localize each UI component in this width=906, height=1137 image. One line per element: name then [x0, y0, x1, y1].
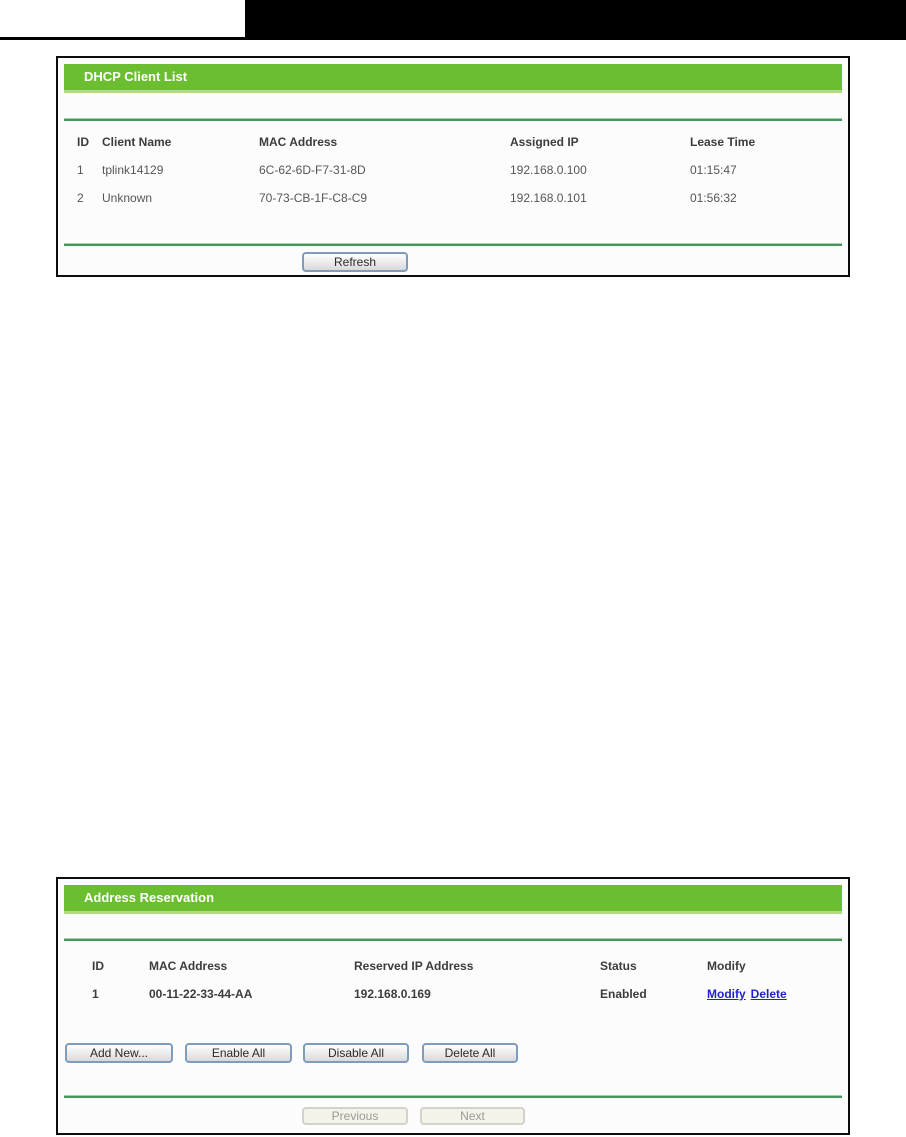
delete-link[interactable]: Delete: [750, 987, 787, 1001]
reservation-table-header: [58, 952, 848, 980]
cell-ip: 192.168.0.169: [354, 987, 431, 1001]
delete-all-button[interactable]: Delete All: [422, 1043, 518, 1063]
header-banner-redacted: [245, 0, 906, 38]
col-client-name: Client Name: [102, 135, 172, 149]
dhcp-client-list-panel: [56, 56, 850, 277]
dhcp-table-header: [58, 128, 848, 156]
table-row: [58, 156, 848, 184]
cell-lease: 01:15:47: [690, 163, 737, 177]
cell-client-name: tplink14129: [102, 163, 164, 177]
cell-id: 1: [92, 987, 99, 1001]
next-button[interactable]: Next: [420, 1107, 525, 1125]
reservation-panel-title: Address Reservation: [64, 885, 842, 914]
cell-mac: 70-73-CB-1F-C8-C9: [259, 191, 368, 205]
table-row: [58, 980, 848, 1008]
table-row: [58, 184, 848, 212]
col-mac-address: MAC Address: [259, 135, 338, 149]
previous-button[interactable]: Previous: [302, 1107, 408, 1125]
col-assigned-ip: Assigned IP: [510, 135, 579, 149]
col-status: Status: [600, 959, 637, 973]
dhcp-panel-title: DHCP Client List: [64, 64, 842, 93]
separator-line: [64, 1095, 842, 1098]
col-modify: Modify: [707, 959, 746, 973]
disable-all-button[interactable]: Disable All: [303, 1043, 409, 1063]
cell-client-name: Unknown: [102, 191, 153, 205]
separator-line: [64, 118, 842, 121]
cell-id: 1: [77, 163, 84, 177]
separator-line: [64, 243, 842, 246]
cell-ip: 192.168.0.100: [510, 163, 587, 177]
col-id: ID: [77, 135, 89, 149]
modify-link[interactable]: Modify: [707, 987, 746, 1001]
cell-ip: 192.168.0.101: [510, 191, 587, 205]
cell-id: 2: [77, 191, 84, 205]
header-rule: [0, 37, 906, 40]
separator-line: [64, 938, 842, 941]
col-reserved-ip: Reserved IP Address: [354, 959, 474, 973]
cell-mac: 00-11-22-33-44-AA: [149, 987, 253, 1001]
cell-status: Enabled: [600, 987, 647, 1001]
cell-lease: 01:56:32: [690, 191, 737, 205]
add-new-button[interactable]: Add New...: [65, 1043, 173, 1063]
address-reservation-panel: [56, 877, 850, 1135]
col-mac-address: MAC Address: [149, 959, 228, 973]
cell-modify-actions: [707, 987, 848, 1001]
enable-all-button[interactable]: Enable All: [185, 1043, 292, 1063]
col-id: ID: [92, 959, 104, 973]
cell-mac: 6C-62-6D-F7-31-8D: [259, 163, 366, 177]
refresh-button[interactable]: Refresh: [302, 252, 408, 272]
col-lease-time: Lease Time: [690, 135, 756, 149]
